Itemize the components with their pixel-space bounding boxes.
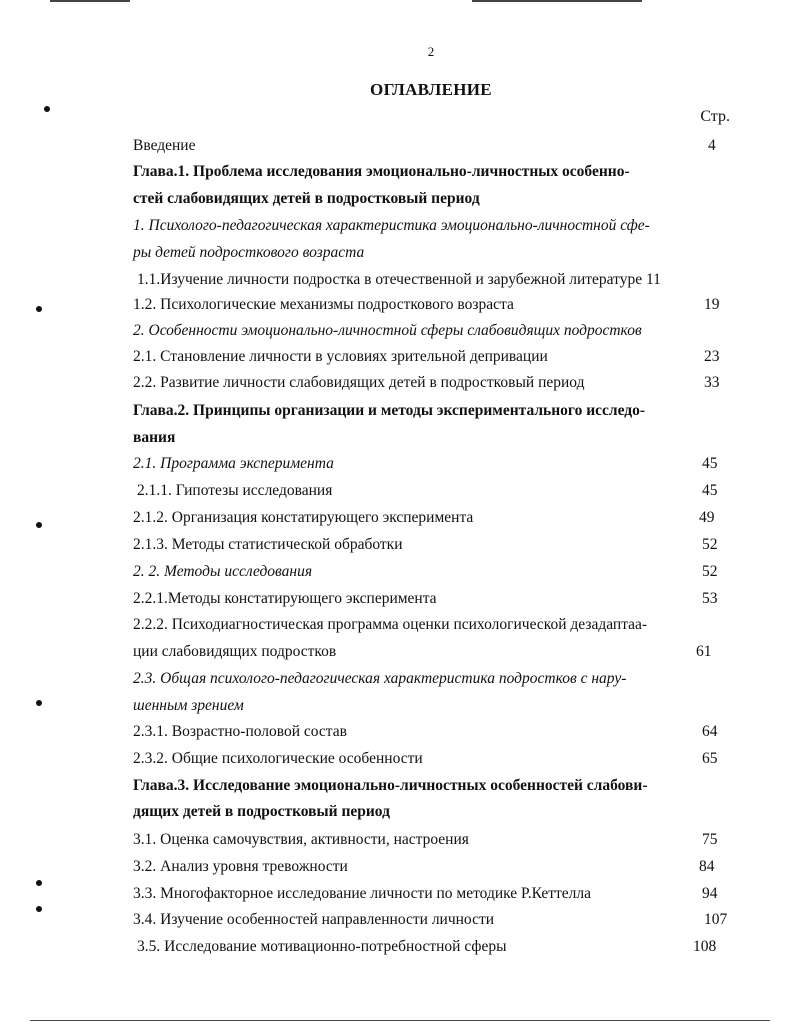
toc-entry: 1.1.Изучение личности подростка в отечественной и зарубежной литературе 11 <box>137 271 661 288</box>
toc-section: 2. 2. Методы исследования <box>133 563 313 580</box>
toc-section: 2.1. Программа эксперимента <box>133 455 334 472</box>
page-number: 2 <box>427 44 435 59</box>
toc-page: 108 <box>693 938 717 955</box>
toc-page: 45 <box>702 455 718 472</box>
toc-page: 45 <box>702 482 718 499</box>
toc-entry: ции слабовидящих подростков <box>133 643 337 660</box>
toc-page: 64 <box>702 723 718 740</box>
toc-page: 52 <box>702 536 718 553</box>
toc-page: 4 <box>708 137 716 154</box>
toc-page: 33 <box>704 374 720 391</box>
toc-page: 75 <box>702 831 718 848</box>
toc-entry: 2.3.1. Возрастно-половой состав <box>133 723 347 740</box>
toc-chapter: дящих детей в подростковый период <box>133 803 390 820</box>
toc-section: ры детей подросткового возраста <box>133 244 365 261</box>
toc-page: 65 <box>702 750 718 767</box>
scan-bottom-edge <box>30 1020 770 1021</box>
toc-section: шенным зрением <box>133 697 244 714</box>
scan-dot <box>36 306 42 312</box>
toc-page: 94 <box>702 885 718 902</box>
toc-chapter: вания <box>133 429 176 446</box>
toc-page: 84 <box>699 858 715 875</box>
toc-page: 52 <box>702 563 718 580</box>
toc-entry: 2.1. Становление личности в условиях зрительной депривации <box>133 348 548 365</box>
toc-page: 19 <box>704 296 720 313</box>
scan-top-edge-right <box>472 0 642 2</box>
toc-section: 2.3. Общая психолого-педагогическая характеристика подростков с нару- <box>133 670 627 687</box>
toc-page: 61 <box>696 643 712 660</box>
toc-entry: 2.1.1. Гипотезы исследования <box>137 482 333 499</box>
toc-page: 107 <box>704 911 728 928</box>
toc-page: 53 <box>702 590 718 607</box>
toc-entry: 3.1. Оценка самочувствия, активности, настроения <box>133 831 469 848</box>
toc-entry: 2.2.1.Методы констатирующего эксперимента <box>133 590 437 607</box>
scan-top-edge-left <box>50 0 130 2</box>
toc-chapter: Глава.1. Проблема исследования эмоционально-личностных особенно- <box>133 163 630 180</box>
toc-entry: Введение <box>133 137 196 154</box>
toc-entry: 2.1.2. Организация констатирующего эксперимента <box>133 509 474 526</box>
toc-entry: 3.5. Исследование мотивационно-потребностной сферы <box>137 938 507 955</box>
toc-page: 23 <box>704 348 720 365</box>
scan-dot <box>44 106 50 112</box>
page-title: ОГЛАВЛЕНИЕ <box>370 80 492 99</box>
toc-chapter: стей слабовидящих детей в подростковый период <box>133 190 480 207</box>
scan-dot <box>36 700 42 706</box>
toc-entry: 1.2. Психологические механизмы подросткового возраста <box>133 296 514 313</box>
toc-entry: 2.3.2. Общие психологические особенности <box>133 750 423 767</box>
toc-section: 1. Психолого-педагогическая характеристика эмоционально-личностной сфе- <box>133 217 650 234</box>
toc-entry: 2.1.3. Методы статистической обработки <box>133 536 403 553</box>
toc-chapter: Глава.3. Исследование эмоционально-личностных особенностей слабови- <box>133 777 648 794</box>
page-column-label: Стр. <box>700 108 730 125</box>
toc-entry: 3.2. Анализ уровня тревожности <box>133 858 348 875</box>
scan-dot <box>36 880 42 886</box>
toc-page: 49 <box>699 509 715 526</box>
scan-dot <box>36 522 42 528</box>
toc-chapter: Глава.2. Принципы организации и методы экспериментального исследо- <box>133 402 646 419</box>
toc-entry: 2.2. Развитие личности слабовидящих детей в подростковый период <box>133 374 585 391</box>
toc-entry: 3.4. Изучение особенностей направленности личности <box>133 911 495 928</box>
scan-dot <box>36 906 42 912</box>
toc-entry: 3.3. Многофакторное исследование личности по методике Р.Кеттелла <box>133 885 592 902</box>
toc-entry: 2.2.2. Психодиагностическая программа оценки психологической дезадаптаа- <box>133 616 648 633</box>
toc-section: 2. Особенности эмоционально-личностной сферы слабовидящих подростков <box>133 322 642 339</box>
